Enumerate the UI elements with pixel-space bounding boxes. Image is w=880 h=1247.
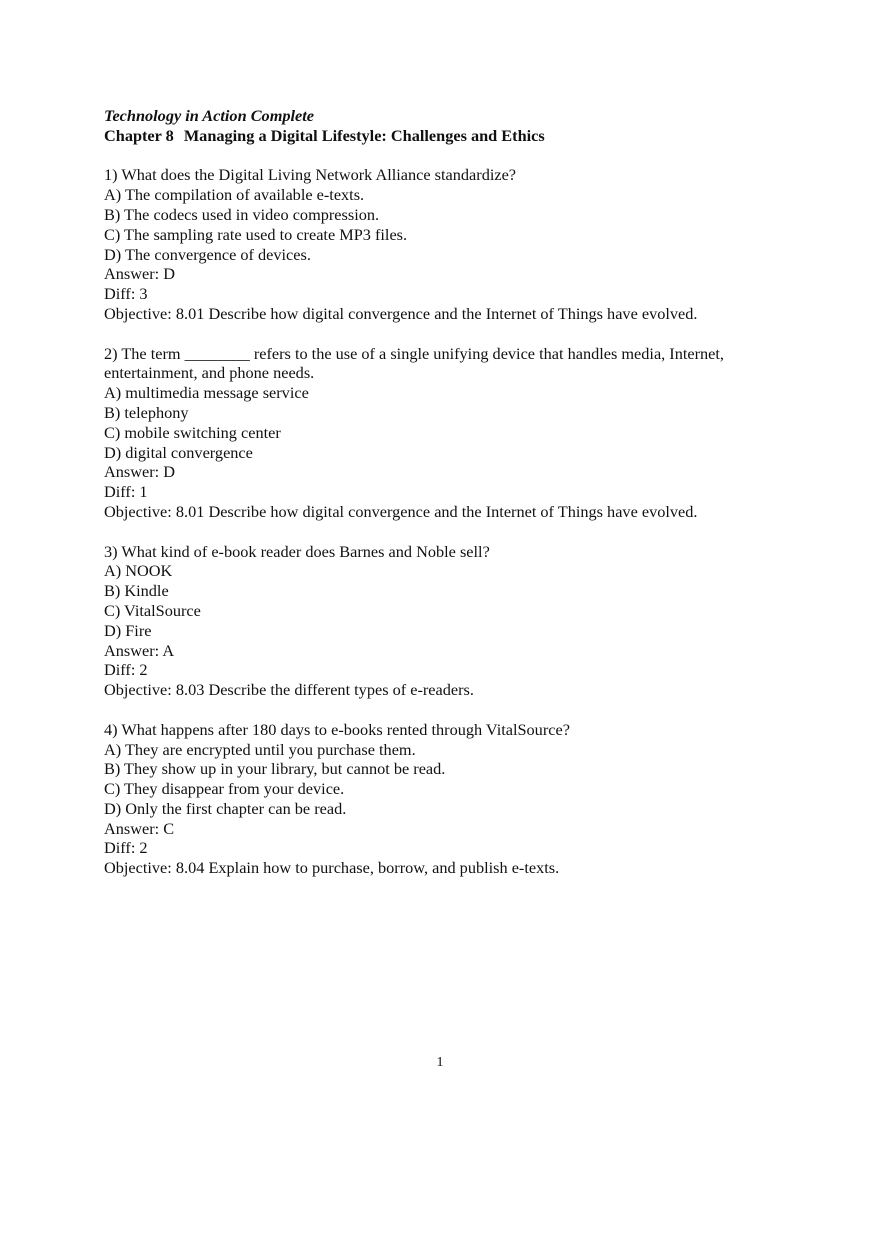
answer-option: B) They show up in your library, but cannot be read.	[104, 759, 446, 779]
chapter-title: Managing a Digital Lifestyle: Challenges and Ethics	[183, 125, 545, 145]
answer-option: B) telephony	[104, 402, 189, 422]
chapter-heading	[104, 126, 804, 146]
question-1	[104, 165, 804, 323]
answer-option: A) The compilation of available e-texts.	[104, 185, 365, 205]
page-number: 1	[436, 1055, 444, 1070]
objective: Objective: 8.04 Explain how to purchase, borrow, and publish e-texts.	[104, 858, 560, 878]
answer-option: A) They are encrypted until you purchase them.	[104, 739, 416, 759]
question-4	[104, 720, 804, 878]
answer-option: C) The sampling rate used to create MP3 files.	[104, 224, 408, 244]
answer-option: C) mobile switching center	[104, 422, 281, 442]
question-stem: 3) What kind of e-book reader does Barnes and Noble sell?	[104, 541, 490, 561]
answer-option: D) The convergence of devices.	[104, 244, 311, 264]
answer-key: Answer: A	[104, 640, 175, 660]
answer-option: C) They disappear from your device.	[104, 779, 345, 799]
answer-option: B) The codecs used in video compression.	[104, 204, 380, 224]
difficulty: Diff: 1	[104, 482, 148, 502]
question-3	[104, 542, 804, 700]
answer-key: Answer: D	[104, 264, 175, 284]
book-title: Technology in Action Complete	[104, 106, 315, 125]
answer-option: D) Only the first chapter can be read.	[104, 798, 347, 818]
answer-option: B) Kindle	[104, 581, 169, 601]
question-stem: 1) What does the Digital Living Network Alliance standardize?	[104, 165, 517, 185]
objective: Objective: 8.03 Describe the different types of e-readers.	[104, 680, 474, 700]
answer-key: Answer: C	[104, 818, 175, 838]
answer-key: Answer: D	[104, 462, 175, 482]
answer-option: A) NOOK	[104, 561, 173, 581]
answer-option: D) Fire	[104, 620, 152, 640]
answer-option: C) VitalSource	[104, 600, 201, 620]
difficulty: Diff: 2	[104, 838, 148, 858]
question-stem: 2) The term ________ refers to the use of a single unifying device that handles media, Internet, entertainment, and phone needs.	[104, 343, 725, 383]
answer-option: D) digital convergence	[104, 442, 253, 462]
question-stem: 4) What happens after 180 days to e-books rented through VitalSource?	[104, 719, 570, 739]
question-2	[104, 344, 804, 522]
objective: Objective: 8.01 Describe how digital convergence and the Internet of Things have evolved.	[104, 303, 698, 323]
objective: Objective: 8.01 Describe how digital convergence and the Internet of Things have evolved.	[104, 501, 698, 521]
answer-option: A) multimedia message service	[104, 383, 309, 403]
chapter-number: Chapter 8	[104, 125, 174, 145]
difficulty: Diff: 3	[104, 284, 148, 304]
page-content	[104, 106, 804, 878]
difficulty: Diff: 2	[104, 660, 148, 680]
